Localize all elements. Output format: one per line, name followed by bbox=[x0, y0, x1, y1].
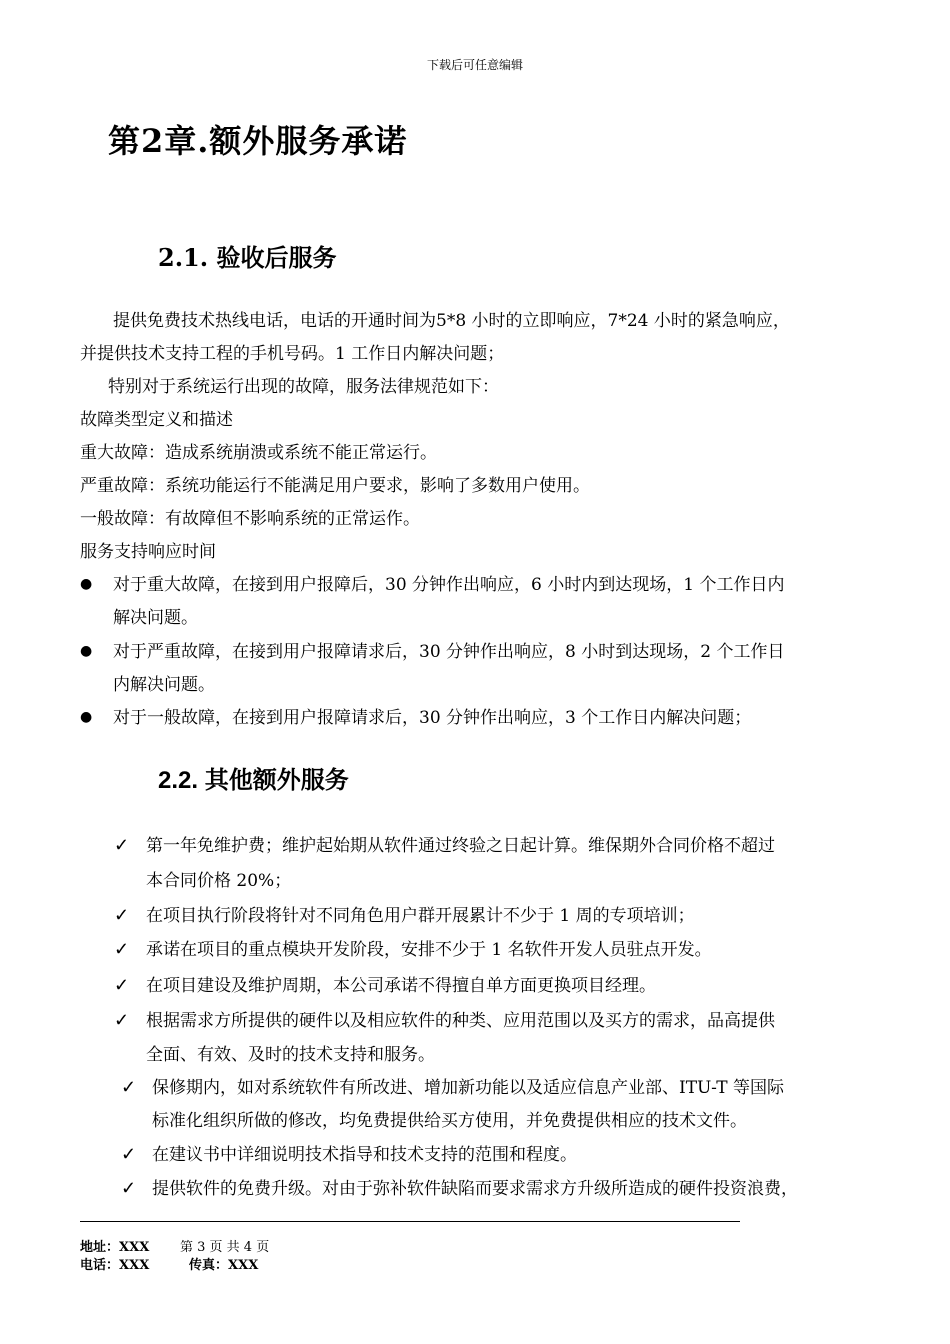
footer-divider bbox=[80, 1221, 740, 1222]
header-note: 下载后可任意编辑 bbox=[426, 58, 523, 72]
service-item6-line1: 保修期内，如对系统软件有所改进、增加新功能以及适应信息产业部、ITU-T 等国际 bbox=[152, 1078, 784, 1098]
checkmark-icon: ✓ bbox=[114, 975, 130, 996]
bullet1-line1: 对于重大故障，在接到用户报障后，30 分钟作出响应，6 小时内到达现场，1 个工作日内 bbox=[113, 575, 785, 595]
checkmark-icon: ✓ bbox=[121, 1144, 137, 1165]
paragraph-hotline-line1: 提供免费技术热线电话，电话的开通时间为5*8 小时的立即响应，7*24 小时的紧急响应， bbox=[113, 311, 790, 331]
fault-major: 重大故障：造成系统崩溃或系统不能正常运行。 bbox=[80, 443, 437, 463]
checkmark-icon: ✓ bbox=[114, 905, 130, 926]
bullet2-line1: 对于严重故障，在接到用户报障请求后，30 分钟作出响应，8 小时到达现场，2 个工作日 bbox=[113, 642, 785, 662]
paragraph-fault-intro: 特别对于系统运行出现的故障，服务法律规范如下： bbox=[108, 377, 499, 397]
response-time-heading: 服务支持响应时间 bbox=[80, 542, 216, 562]
footer-address-label: 地址： bbox=[80, 1240, 120, 1255]
footer-phone bbox=[80, 1254, 149, 1273]
footer-address bbox=[80, 1236, 149, 1255]
bullet2-line2: 内解决问题。 bbox=[113, 675, 215, 695]
fault-serious: 严重故障：系统功能运行不能满足用户要求，影响了多数用户使用。 bbox=[80, 476, 590, 496]
fault-general: 一般故障：有故障但不影响系统的正常运作。 bbox=[80, 509, 420, 529]
section-title-2-1: 2.1. 验收后服务 bbox=[158, 243, 337, 272]
bullet3: 对于一般故障，在接到用户报障请求后，30 分钟作出响应，3 个工作日内解决问题； bbox=[113, 708, 752, 728]
service-item5-line1: 根据需求方所提供的硬件以及相应软件的种类、应用范围以及买方的需求，品高提供 bbox=[146, 1011, 775, 1031]
footer-fax-label: 传真： bbox=[189, 1258, 229, 1273]
service-item3: 承诺在项目的重点模块开发阶段，安排不少于 1 名软件开发人员驻点开发。 bbox=[146, 940, 712, 960]
service-item1-line1: 第一年免维护费；维护起始期从软件通过终验之日起计算。维保期外合同价格不超过 bbox=[146, 836, 775, 856]
footer-address-value: XXX bbox=[119, 1240, 150, 1255]
service-item8: 提供软件的免费升级。对由于弥补软件缺陷而要求需求方升级所造成的硬件投资浪费， bbox=[152, 1179, 798, 1199]
service-item2: 在项目执行阶段将针对不同角色用户群开展累计不少于 1 周的专项培训； bbox=[146, 906, 695, 926]
chapter-title: 第2章.额外服务承诺 bbox=[108, 122, 408, 160]
checkmark-icon: ✓ bbox=[114, 835, 130, 856]
checkmark-icon: ✓ bbox=[121, 1178, 137, 1199]
paragraph-hotline-line2: 并提供技术支持工程的手机号码。1 工作日内解决问题； bbox=[80, 344, 505, 364]
bullet-icon: ● bbox=[80, 576, 93, 592]
bullet-icon: ● bbox=[80, 709, 93, 725]
footer-phone-value: XXX bbox=[119, 1258, 150, 1273]
bullet-icon: ● bbox=[80, 643, 93, 659]
service-item5-line2: 全面、有效、及时的技术支持和服务。 bbox=[146, 1045, 435, 1065]
fault-types-heading: 故障类型定义和描述 bbox=[80, 410, 233, 430]
footer-fax bbox=[189, 1254, 258, 1273]
footer-fax-value: XXX bbox=[228, 1258, 259, 1273]
page-number: 第 3 页 共 4 页 bbox=[180, 1240, 270, 1255]
service-item7: 在建议书中详细说明技术指导和技术支持的范围和程度。 bbox=[152, 1145, 577, 1165]
footer-page-info bbox=[180, 1236, 269, 1255]
checkmark-icon: ✓ bbox=[114, 939, 130, 960]
bullet1-line2: 解决问题。 bbox=[113, 608, 198, 628]
service-item4: 在项目建设及维护周期，本公司承诺不得擅自单方面更换项目经理。 bbox=[146, 976, 656, 996]
service-item1-line2: 本合同价格 20%； bbox=[146, 871, 292, 891]
section-title-2-2: 2.2. 其他额外服务 bbox=[158, 767, 349, 794]
service-item6-line2: 标准化组织所做的修改，均免费提供给买方使用，并免费提供相应的技术文件。 bbox=[152, 1111, 747, 1131]
footer-phone-label: 电话： bbox=[80, 1258, 120, 1273]
checkmark-icon: ✓ bbox=[114, 1010, 130, 1031]
checkmark-icon: ✓ bbox=[121, 1077, 137, 1098]
